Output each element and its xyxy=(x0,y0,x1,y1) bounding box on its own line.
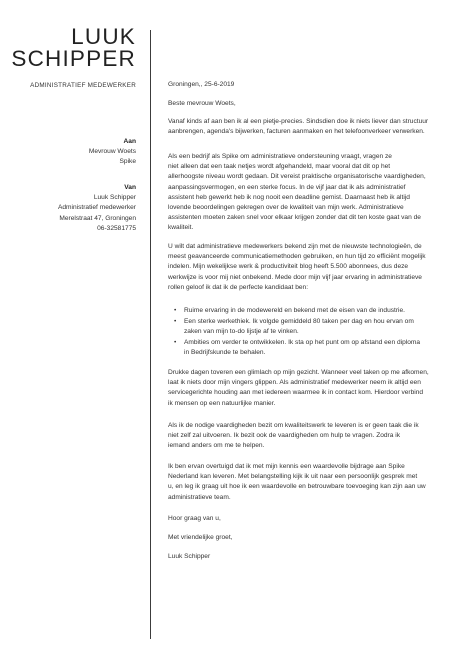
list-item xyxy=(168,317,438,337)
text-line: Ruime ervaring in de modewereld en bekend met de eisen van de industrie. xyxy=(184,307,406,314)
text-line: Als ik de nodige vaardigheden bezit om kwaliteitswerk te leveren is er geen taak die ik xyxy=(168,422,419,429)
text-line: iemand anders om me te helpen. xyxy=(168,442,265,450)
recipient-label: Aan xyxy=(123,138,136,145)
sender-details-label: Van xyxy=(124,184,136,191)
text-line: Vanaf kinds af aan ben ik al een pietje-precies. Sindsdien doe ik niets liever dan structuur xyxy=(168,118,429,125)
bullet-marker: • xyxy=(174,338,177,346)
letter-closing-1: Hoor graag van u, xyxy=(168,515,221,522)
letter-signature: Luuk Schipper xyxy=(168,553,211,560)
recipient-line: Spike xyxy=(119,158,136,166)
letter-paragraph-6 xyxy=(168,462,438,503)
text-line: Nederland kan leveren. Met belangstelling kijk ik uit naar een persoonlijk gesprek met xyxy=(168,473,418,481)
bullet-marker: • xyxy=(174,307,177,314)
text-line: allerhoogste niveau wordt gedaan. Dit vereist praktische organisatorische vaardigheden, xyxy=(168,173,426,181)
sender-details-block xyxy=(58,183,136,234)
letter-paragraph-5 xyxy=(168,421,438,452)
letter-paragraph-2 xyxy=(168,152,438,234)
recipient-line: Mevrouw Woets xyxy=(88,148,136,156)
list-item xyxy=(168,338,438,358)
sender-first-name: LUUK xyxy=(71,24,136,49)
sender-title: ADMINISTRATIEF MEDEWERKER xyxy=(30,82,136,89)
text-line: zaken van mijn to-do lijstje af te vinken. xyxy=(184,328,299,335)
text-line: werkwijze is voor mij niet onbekend. Mede door mijn vijf jaar ervaring in administratieve xyxy=(168,273,422,281)
column-divider xyxy=(150,30,151,639)
text-line: Ambities om verder te ontwikkelen. Ik sta op het punt om op afstand een diploma xyxy=(184,338,421,346)
letter-salutation: Beste mevrouw Woets, xyxy=(168,100,236,107)
text-line: indelen. Mijn wekelijkse werk & productiviteit blog heeft 5.500 abonnees, dus deze xyxy=(168,263,409,271)
letter-closing-2: Met vriendelijke groet, xyxy=(168,534,233,541)
text-line: niet zelf zal uitvoeren. Ik bezit ook de vaardigheden om hulp te vragen. Zodra ik xyxy=(168,432,401,440)
text-line: Als een bedrijf als Spike om administratieve ondersteuning vraagt, vragen ze xyxy=(168,153,392,160)
text-line: U wilt dat administratieve medewerkers bekend zijn met de nieuwste technologieën, de xyxy=(168,243,422,250)
sender-name xyxy=(11,26,136,70)
text-line: Een sterke werkethiek. Ik volgde gemiddeld 80 taken per dag en hou ervan om xyxy=(184,317,414,325)
recipient-block xyxy=(89,137,136,168)
text-line: assistent heb gewerkt heb ik nog nooit een deadline gemist. Daarnaast heb ik altijd xyxy=(168,193,410,201)
sender-details-line: Administratief medewerker xyxy=(57,204,136,212)
sender-details-line: Luuk Schipper xyxy=(93,194,136,202)
text-line: servicegerichte houding aan met iedereen waarmee ik in contact kom. Hierdoor verbind xyxy=(168,389,424,397)
text-line: aanbrengen, agenda's bijwerken, facturen aanmaken en het telefoonverkeer verwerken. xyxy=(168,128,425,136)
text-line: in Bedrijfskunde te behalen. xyxy=(184,349,266,356)
sender-details-line: Merelstraat 47, Groningen xyxy=(59,214,136,222)
qualification-list xyxy=(168,306,438,359)
text-line: meest geavanceerde communicatiemethoden gebruiken, en hun tijd zo efficiënt mogelijk xyxy=(168,253,426,261)
text-line: administratieve team. xyxy=(168,493,231,501)
bullet-marker: • xyxy=(174,317,177,325)
list-item xyxy=(168,306,438,316)
sender-last-name: SCHIPPER xyxy=(11,46,136,71)
text-line: aanpassingsvermogen, en een sterke focus. In de vijf jaar dat ik als administratief xyxy=(168,183,406,191)
letter-date: Groningen,, 25-6-2019 xyxy=(168,81,235,88)
letter-paragraph-1 xyxy=(168,117,438,137)
sender-details-line: 06-32581775 xyxy=(97,224,136,232)
text-line: kwaliteit. xyxy=(168,224,194,232)
letter-paragraph-4 xyxy=(168,368,438,409)
text-line: u, en leg ik graag uit hoe ik een waardevolle en betrouwbare toevoeging kan zijn aan uw xyxy=(168,483,426,491)
text-line: Drukke dagen toveren een glimlach op mijn gezicht. Wanneer veel taken op me afkomen, xyxy=(168,369,429,376)
text-line: niet alleen dat een taak netjes wordt afgehandeld, maar vooral dat dit op het xyxy=(168,163,391,171)
text-line: assistenten moeten zaken snel voor elkaar krijgen zonder dat dit ten koste gaat van de xyxy=(168,214,421,222)
text-line: Ik ben ervan overtuigd dat ik met mijn kennis een waardevolle bijdrage aan Spike xyxy=(168,463,405,470)
text-line: lovende beoordelingen gekregen over de kwaliteit van mijn werk. Administratieve xyxy=(168,204,404,212)
text-line: ik mensen op een natuurlijke manier. xyxy=(168,399,276,407)
text-line: laat ik niets door mijn vingers glippen. Als administratief medewerker neem ik altijd een xyxy=(168,379,421,387)
letter-paragraph-3 xyxy=(168,242,438,293)
text-line: rollen geloof ik dat ik de perfecte kandidaat ben: xyxy=(168,283,309,291)
